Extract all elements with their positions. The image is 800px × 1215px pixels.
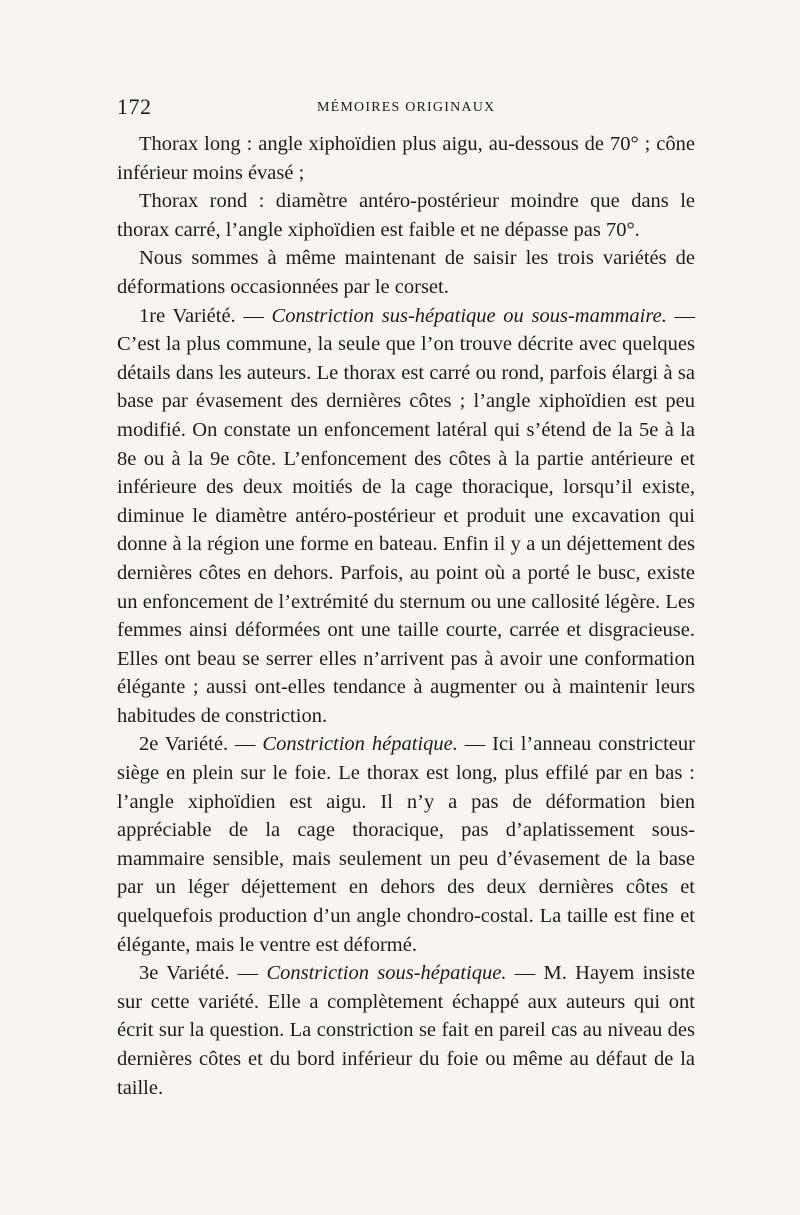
- paragraph-thorax-rond: [117, 187, 695, 244]
- running-title: MÉMOIRES ORIGINAUX: [317, 100, 496, 115]
- paragraph-variete-1: [117, 302, 695, 731]
- paragraph-variete-2: [117, 730, 695, 959]
- paragraph-text: Thorax rond : diamètre antéro-postérieur moindre que dans le thorax carré, l’angle xiphoïdien est faible et ne dépasse pas 70°.: [117, 190, 695, 241]
- paragraph-intro-varietes: [117, 244, 695, 301]
- variety-subtitle: Constriction sus-hépatique ou sous-mammaire.: [271, 304, 667, 327]
- page-header: [117, 94, 697, 122]
- body-text: [117, 130, 695, 1102]
- paragraph-thorax-long: [117, 130, 695, 187]
- paragraph-text: — C’est la plus commune, la seule que l’on trouve décrite avec quelques détails dans les auteurs. Le thorax est carré ou rond, parfois élargi à sa base par évasement des dernières côtes ; l’angle xiphoïdien est peu modifié. On constate un enfoncement latéral qui s’étend de la 5e à la 8e ou à la 9e côte. L’enfoncement des côtes à la partie antérieure et inférieure des deux moitiés de la cage thoracique, lorsqu’il existe, diminue le diamètre antéro-postérieur et produit une excavation qui donne à la région une forme en bateau. Enfin il y a un déjettement des dernières côtes en dehors. Parfois, au point où a porté le busc, existe un enfoncement de l’extrémité du sternum ou une callosité légère. Les femmes ainsi déformées ont une taille courte, carrée et disgracieuse. Elles ont beau se serrer elles n’arrivent pas à avoir une conformation élégante ; aussi ont-elles tendance à augmenter ou à maintenir leurs habitudes de constriction.: [117, 304, 696, 727]
- variety-subtitle: Constriction sous-hépatique.: [266, 962, 507, 985]
- page-number: 172: [117, 94, 152, 119]
- paragraph-text: — M. Hayem insiste sur cette variété. Elle a complètement échappé aux auteurs qui ont écrit sur la question. La constriction se fait en pareil cas au niveau des dernières côtes et du bord inférieur du foie ou même au défaut de la taille.: [117, 962, 695, 1099]
- paragraph-text: — Ici l’anneau constricteur siège en plein sur le foie. Le thorax est long, plus effilé par en bas : l’angle xiphoïdien est aigu. Il n’y a pas de déformation bien appréciable de la cage thoracique, pas d’aplatissement sous-mammaire sensible, mais seulement un peu d’évasement de la base par un léger déjettement en dehors des deux dernières côtes et quelquefois production d’un angle chondro-costal. La taille est fine et élégante, mais le ventre est déformé.: [117, 733, 695, 956]
- variety-heading: 2e Variété. —: [139, 733, 263, 756]
- variety-heading: 1re Variété. —: [139, 304, 272, 327]
- variety-subtitle: Constriction hépatique.: [262, 733, 458, 756]
- paragraph-text: Nous sommes à même maintenant de saisir les trois variétés de déformations occasionnées par le corset.: [117, 247, 695, 298]
- paragraph-text: Thorax long : angle xiphoïdien plus aigu, au-dessous de 70° ; cône inférieur moins évasé ;: [117, 133, 695, 184]
- variety-heading: 3e Variété. —: [139, 962, 267, 985]
- paragraph-variete-3: [117, 959, 695, 1102]
